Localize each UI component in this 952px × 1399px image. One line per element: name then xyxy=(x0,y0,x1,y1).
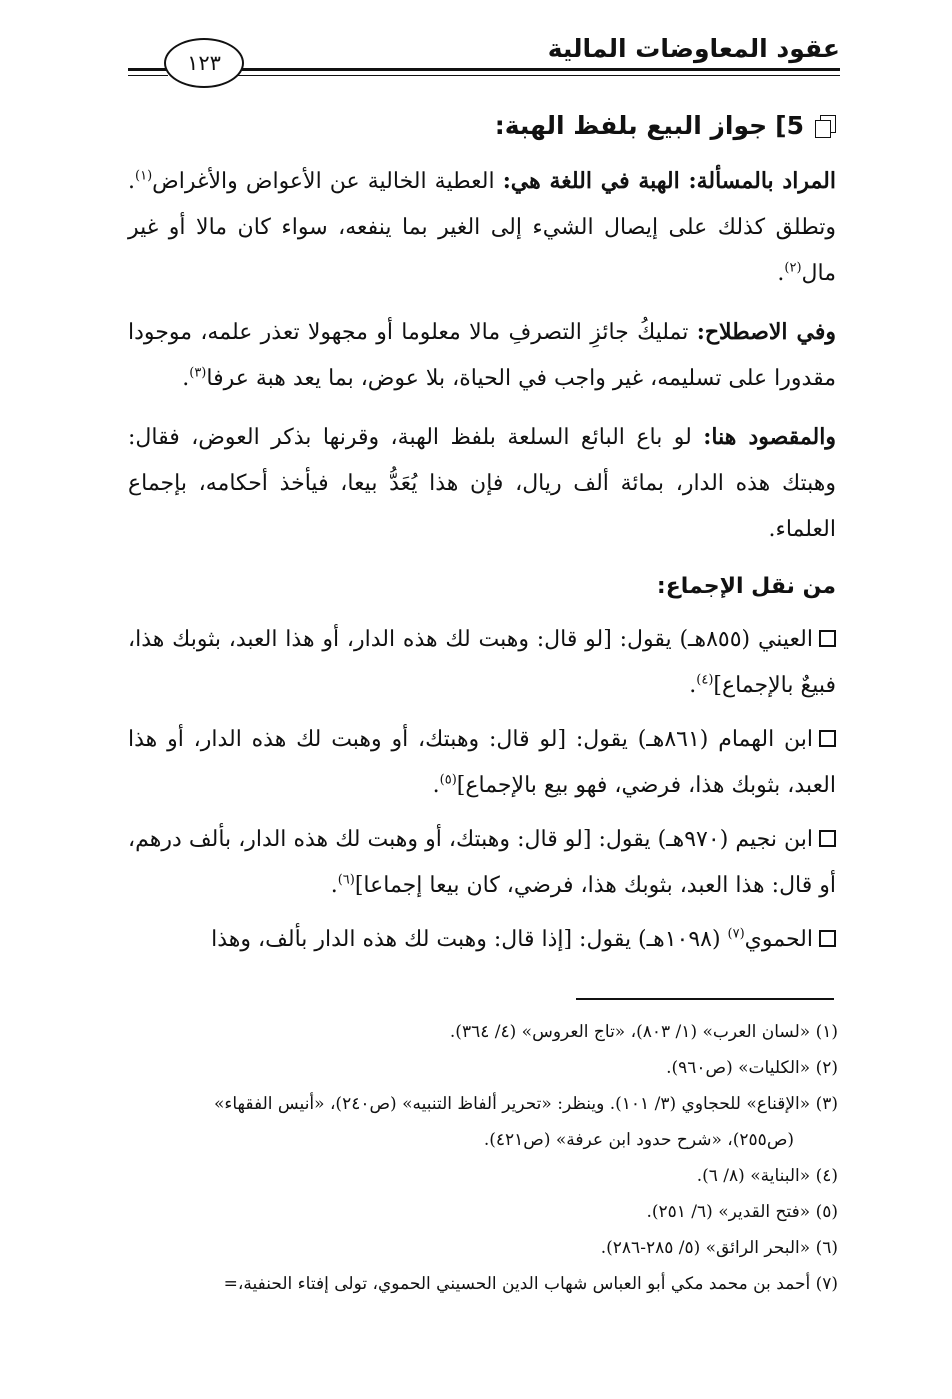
quote-text: (١٠٩٨هـ) يقول: [إذا قال: وهبت لك هذه الدار بألف، وهذا xyxy=(211,927,728,952)
quote-end: . xyxy=(689,673,697,698)
footnote: (٣) «الإقناع» للحجاوي (٣/ ١٠١). وينظر: «تحرير ألفاظ التنبيه» (ص٢٤٠)، «أنيس الفقهاء» xyxy=(213,1094,838,1114)
checkbox-icon xyxy=(819,930,836,947)
paragraph-text: تمليكُ جائزِ التصرفِ مالا معلوما أو مجهولا تعذر علمه، موجودا مقدورا على تسليمه، غير واجب في الحياة، بلا عوض، بما يعد هبة عرفا xyxy=(128,320,836,391)
checkbox-icon xyxy=(819,730,836,747)
footnote-continuation: (ص٢٥٥)، «شرح حدود ابن عرفة» (ص٤٢١). xyxy=(483,1130,794,1150)
paragraph-lead: المراد بالمسألة: الهبة في اللغة هي: xyxy=(502,168,837,194)
paragraph-text: العطية الخالية عن الأعواض والأغراض xyxy=(152,169,503,194)
consensus-quote xyxy=(128,917,836,963)
paragraph-text: . وتطلق كذلك على إيصال الشيء إلى الغير بما ينفعه، سواء كان مالا أو غير مال xyxy=(128,169,836,286)
quote-end: . xyxy=(432,773,440,798)
paragraph-text: . xyxy=(777,261,785,286)
quote-text: الحموي xyxy=(744,927,813,952)
page-number: ١٢٣ xyxy=(164,38,244,88)
page-body xyxy=(128,104,836,971)
quote-text: ابن الهمام (٨٦١هـ) يقول: [لو قال: وهبتك، أو وهبت لك هذه الدار، أو هذا العبد، بثوبك هذا، فرضي، فهو بيع بالإجماع] xyxy=(128,727,836,798)
paragraph-text: لو باع البائع السلعة بلفظ الهبة، وقرنها بذكر العوض، فقال: وهبتك هذه الدار، بمائة ألف ريال، فإن هذا يُعَدُّ بيعا، فيأخذ أحكامه، بإجماع العلماء. xyxy=(128,425,836,542)
footnote: (٦) «البحر الرائق» (٥/ ٢٨٥-٢٨٦). xyxy=(600,1238,838,1258)
footnote-separator xyxy=(576,998,834,1000)
footnote-ref[interactable]: (٦) xyxy=(337,872,355,888)
paragraph-definition-language xyxy=(128,158,836,297)
checkbox-icon xyxy=(819,630,836,647)
footnote-ref[interactable]: (٢) xyxy=(784,260,802,276)
section-title: جواز البيع بلفظ الهبة: xyxy=(494,111,768,140)
paragraph-lead: وفي الاصطلاح: xyxy=(696,319,836,345)
consensus-heading: من نقل الإجماع: xyxy=(656,574,836,599)
quote-text: ابن نجيم (٩٧٠هـ) يقول: [لو قال: وهبتك، أو وهبت لك هذه الدار، بألف درهم، أو قال: هذا العبد، بثوبك هذا، فرضي، كان بيعا إجماعا] xyxy=(128,827,836,898)
section-heading xyxy=(128,104,836,148)
page-header xyxy=(128,28,840,88)
footnote: (٧) أحمد بن محمد مكي أبو العباس شهاب الدين الحسيني الحموي، تولى إفتاء الحنفية،= xyxy=(223,1274,838,1294)
quote-text: العيني (٨٥٥هـ) يقول: [لو قال: وهبت لك هذه الدار، أو هذا العبد، بثوبك هذا، فبيعٌ بالإجماع] xyxy=(128,627,836,698)
header-rule-thin xyxy=(238,75,840,76)
footnote-ref[interactable]: (٧) xyxy=(727,926,745,942)
documents-icon xyxy=(814,115,836,137)
paragraph-intended-meaning xyxy=(128,414,836,553)
consensus-quote xyxy=(128,717,836,809)
paragraph-lead: والمقصود هنا: xyxy=(703,424,836,450)
footnote: (٥) «فتح القدير» (٦/ ٢٥١). xyxy=(646,1202,838,1222)
footnotes xyxy=(128,1014,838,1302)
consensus-quote xyxy=(128,617,836,709)
header-rule-left-thick xyxy=(128,68,168,71)
footnote: (١) «لسان العرب» (١/ ٨٠٣)، «تاج العروس» (٤/ ٣٦٤). xyxy=(449,1022,838,1042)
paragraph-definition-term xyxy=(128,309,836,402)
checkbox-icon xyxy=(819,830,836,847)
footnote-ref[interactable]: (٤) xyxy=(696,672,714,688)
footnote-ref[interactable]: (٥) xyxy=(439,772,457,788)
footnote-ref[interactable]: (٣) xyxy=(189,365,207,381)
section-number: 5] xyxy=(775,111,804,140)
header-rule-left-thin xyxy=(128,75,168,76)
footnote-ref[interactable]: (١) xyxy=(135,168,153,184)
footnote: (٢) «الكليات» (ص٩٦٠). xyxy=(666,1058,838,1078)
footnote: (٤) «البناية» (٨/ ٦). xyxy=(696,1166,838,1186)
quote-end: . xyxy=(330,873,338,898)
running-title: عقود المعاوضات المالية xyxy=(547,34,840,63)
consensus-quote xyxy=(128,817,836,909)
header-rule-thick xyxy=(238,68,840,71)
paragraph-text: . xyxy=(182,366,190,391)
